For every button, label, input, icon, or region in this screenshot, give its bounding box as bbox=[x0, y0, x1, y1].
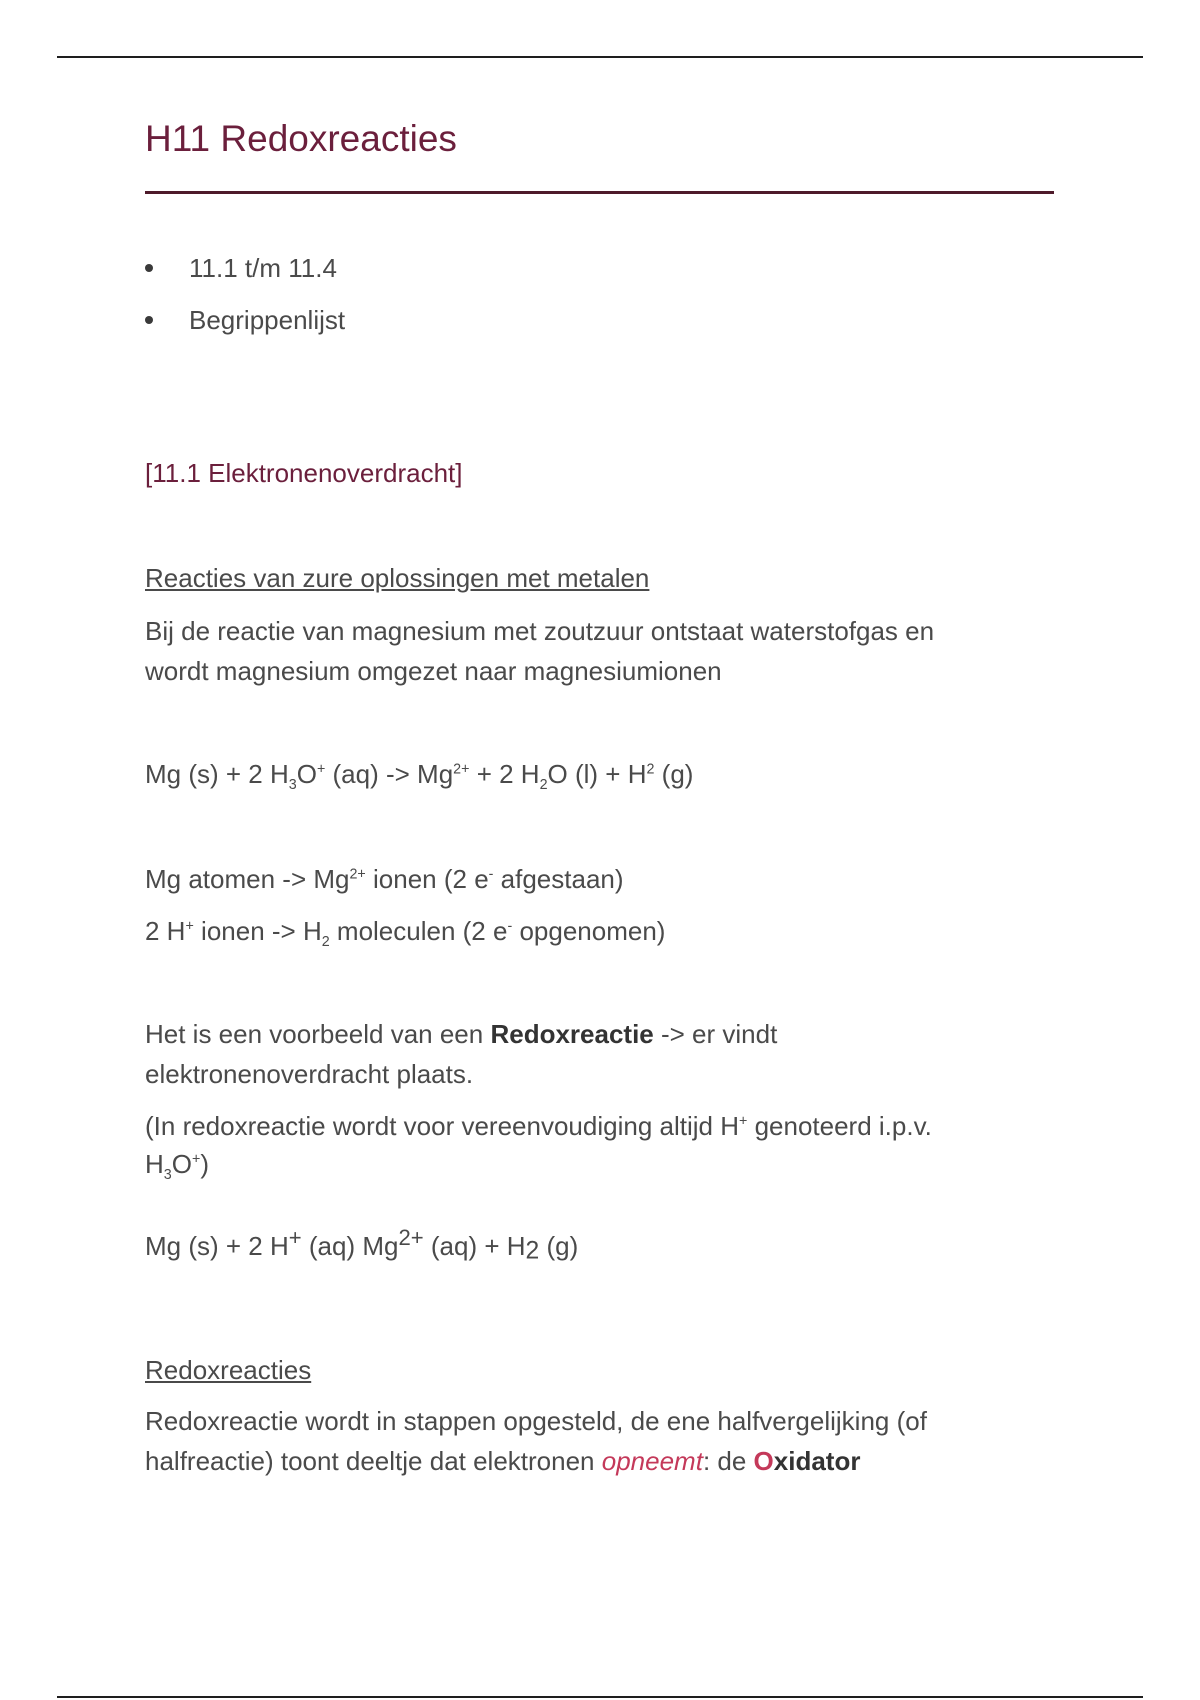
section-heading: [11.1 Elektronenoverdracht] bbox=[145, 458, 463, 488]
title-underline bbox=[145, 191, 1054, 194]
half-reaction-h: 2 H+ ionen -> $H_2$ moleculen (2 e- opgenomen) bbox=[145, 916, 666, 951]
equation-1: Mg (s) + 2 $H_3O^+$ $(aq) -> Mg^{2+} + 2$ $H_2O$ $(l) + H^2$ (g) bbox=[145, 759, 694, 794]
paragraph-h-notation: (In redoxreactie wordt voor vereenvoudiging altijd H+ genoteerd i.p.v. $H_3O^+$) bbox=[145, 1111, 932, 1184]
paragraph-redox-definition: Het is een voorbeeld van een Redoxreactie -> er vindt elektronenoverdracht plaats. bbox=[145, 1019, 778, 1089]
term-redoxreactie: Redoxreactie bbox=[490, 1019, 654, 1049]
page-top-rule bbox=[57, 56, 1143, 58]
bullet-icon bbox=[145, 316, 153, 324]
term-oxidator-rest: xidator bbox=[773, 1446, 861, 1476]
paragraph-halfreactions: Redoxreactie wordt in stappen opgesteld, de ene halfvergelijking (of halfreactie) toont deeltje dat elektronen opneemt: de Oxidator bbox=[145, 1406, 927, 1476]
half-reaction-mg: Mg atomen -> $Mg^{2+}$ ionen (2 e- afgestaan) bbox=[145, 864, 624, 894]
paragraph-intro: Bij de reactie van magnesium met zoutzuur ontstaat waterstofgas en wordt magnesium omgezet naar magnesiumionen bbox=[145, 616, 935, 686]
subheading-redoxreacties: Redoxreacties bbox=[145, 1355, 312, 1385]
page-title: H11 Redoxreacties bbox=[145, 118, 457, 159]
subheading-reacties: Reacties van zure oplossingen met metalen bbox=[145, 563, 650, 593]
list-item: Begrippenlijst bbox=[145, 300, 345, 352]
term-oxidator-initial: O bbox=[753, 1446, 774, 1476]
page-bottom-rule bbox=[57, 1696, 1143, 1698]
equation-2: Mg (s) + 2 H+ (aq) Mg2+ (aq) + H2 (g) bbox=[145, 1225, 579, 1265]
term-opneemt: opneemt bbox=[601, 1446, 703, 1476]
topic-list bbox=[145, 248, 345, 352]
bullet-icon bbox=[145, 264, 153, 272]
list-item: 11.1 t/m 11.4 bbox=[145, 248, 345, 300]
